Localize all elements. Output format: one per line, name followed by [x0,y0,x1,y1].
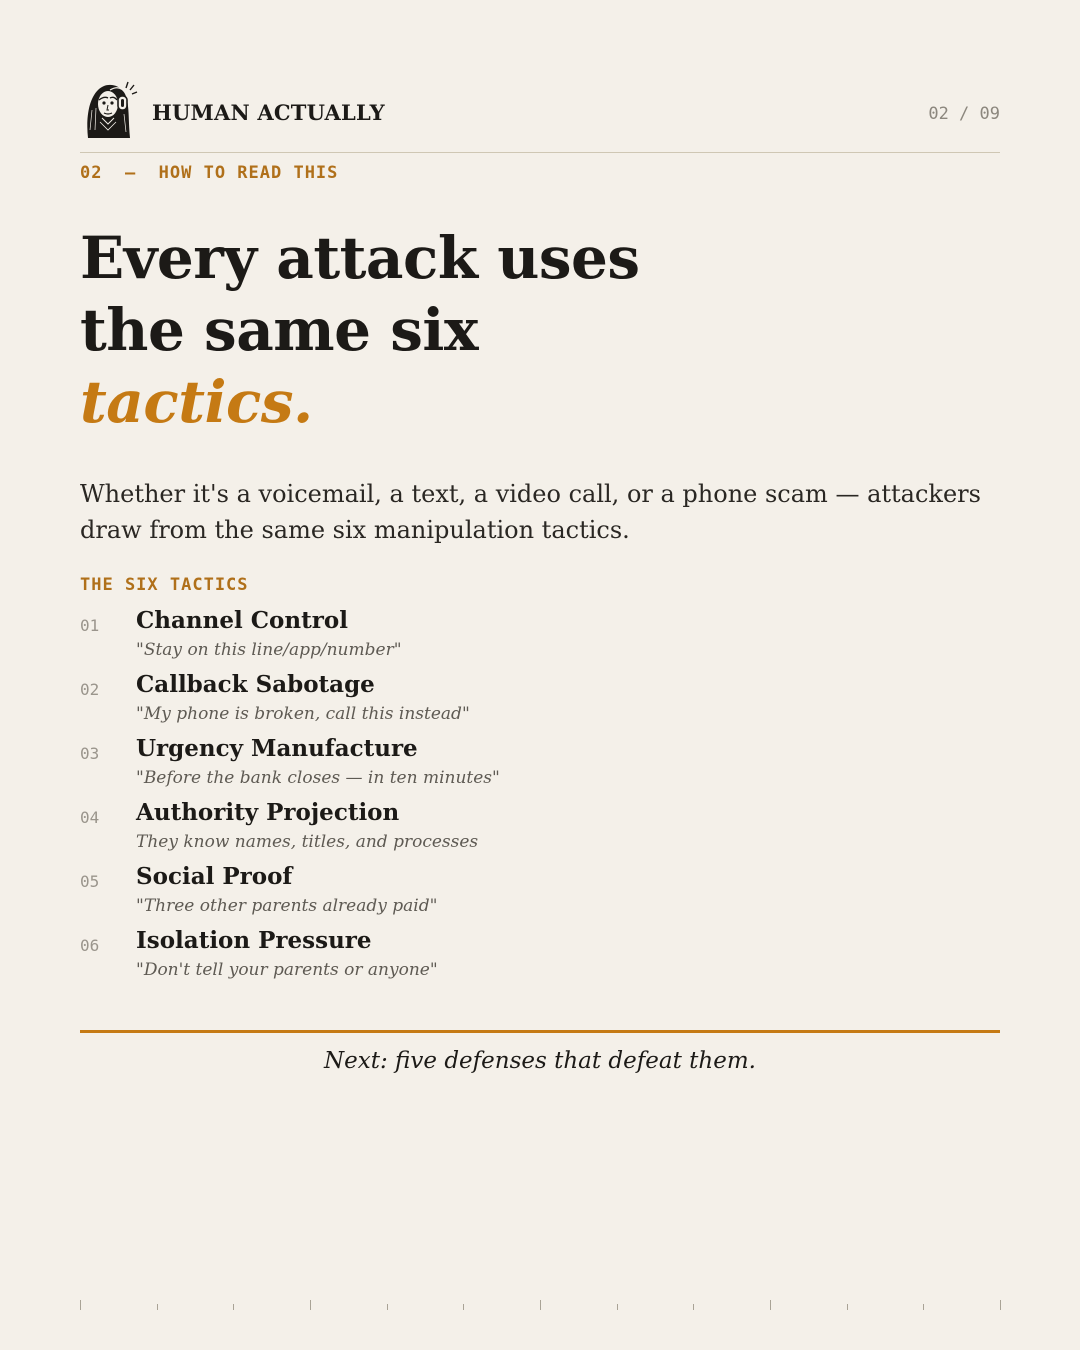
tactic-name: Urgency Manufacture [136,735,418,762]
tactic-number: 05 [80,872,100,891]
headline-line-2: the same six [80,296,479,364]
tactic-item [80,927,1000,991]
tactic-name: Authority Projection [136,799,400,826]
page-indicator: 02 / 09 [928,104,1000,124]
tactic-number: 01 [80,616,100,635]
intro-paragraph: Whether it's a voicemail, a text, a video call, or a phone scam — attackers draw from the same six manipulation tactics. [80,480,981,544]
headline [80,222,640,438]
tactic-item [80,607,1000,671]
header [80,80,1000,140]
headline-accent: tactics. [80,368,313,436]
tactic-number: 06 [80,936,100,955]
tactics-list [80,607,1000,991]
slide-page [80,0,1000,1350]
tactic-name: Social Proof [136,863,293,890]
tactic-example: "My phone is broken, call this instead" [136,704,470,724]
ruler-tick [157,1304,158,1310]
ruler-tick [310,1300,311,1310]
tactic-number: 04 [80,808,100,827]
ruler-tick [847,1304,848,1310]
tactic-example: "Stay on this line/app/number" [136,640,402,660]
brand-name: HUMAN ACTUALLY [152,100,385,125]
header-divider [80,152,1000,153]
ruler-tick [463,1304,464,1310]
ruler-tick [693,1304,694,1310]
tactic-example: "Three other parents already paid" [136,896,438,916]
ruler-tick [1000,1300,1001,1310]
tactic-example: They know names, titles, and processes [136,832,479,852]
tactic-number: 03 [80,744,100,763]
tactic-name: Channel Control [136,607,348,634]
tactic-name: Isolation Pressure [136,927,372,954]
ruler-tick [80,1300,81,1310]
tactics-label: THE SIX TACTICS [80,575,249,595]
tactic-item [80,671,1000,735]
ruler-tick [617,1304,618,1310]
ruler-tick [540,1300,541,1310]
accent-divider [80,1030,1000,1033]
section-label: 02 — HOW TO READ THIS [80,163,339,183]
ruler-tick [233,1304,234,1310]
ruler-ticks [80,1300,1000,1312]
tactic-item [80,799,1000,863]
tactic-name: Callback Sabotage [136,671,375,698]
headline-line-1: Every attack uses [80,224,640,292]
ruler-tick [923,1304,924,1310]
tactic-item [80,863,1000,927]
tactic-item [80,735,1000,799]
portrait-logo-icon [80,80,138,138]
tactic-example: "Don't tell your parents or anyone" [136,960,438,980]
ruler-tick [387,1304,388,1310]
next-teaser: Next: five defenses that defeat them. [324,1048,756,1074]
tactic-number: 02 [80,680,100,699]
ruler-tick [770,1300,771,1310]
tactic-example: "Before the bank closes — in ten minutes" [136,768,500,788]
